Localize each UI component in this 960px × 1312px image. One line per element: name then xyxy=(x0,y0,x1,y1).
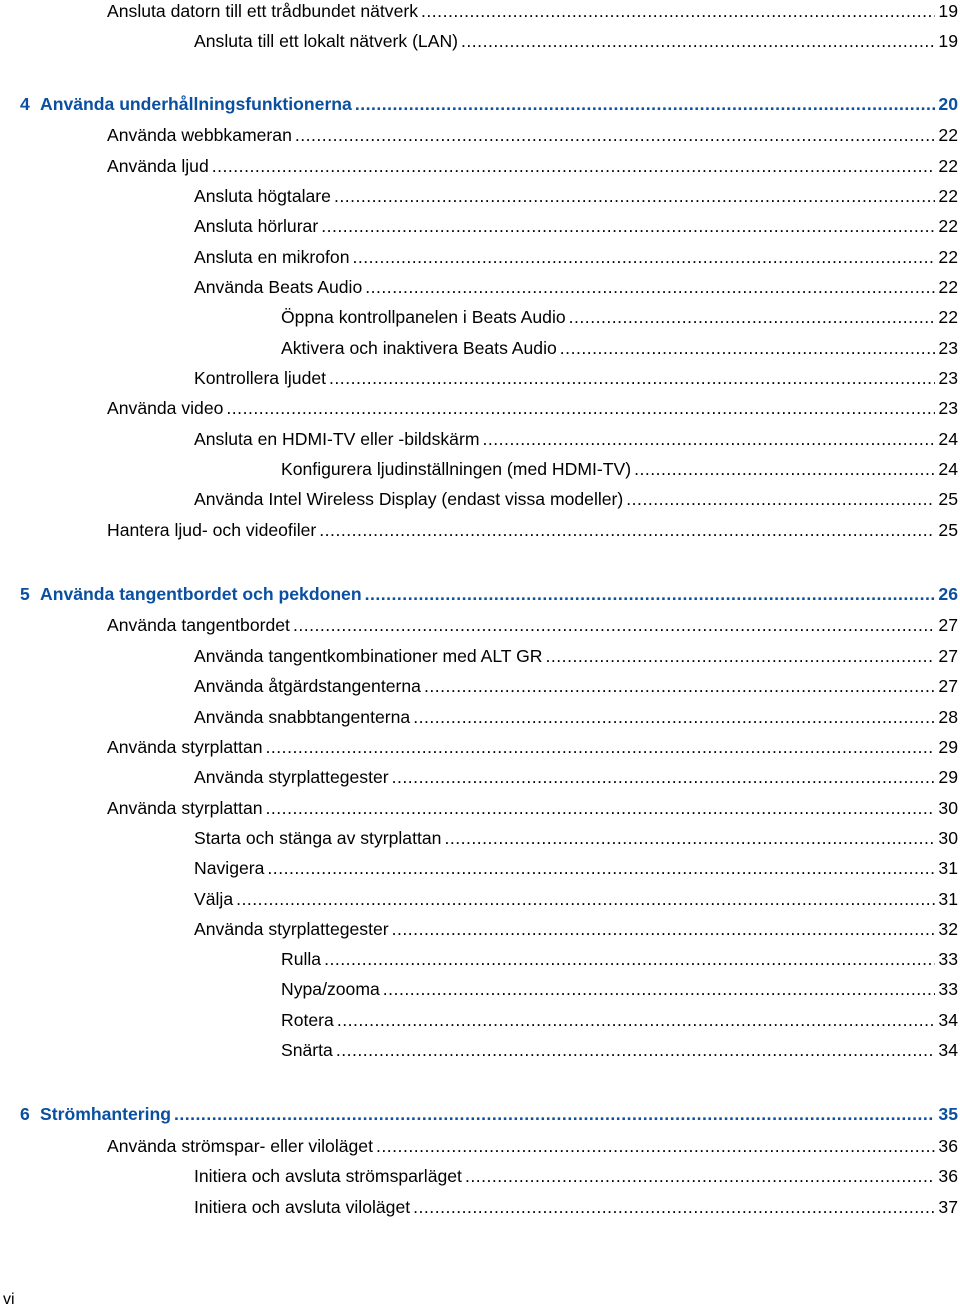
toc-page-number: 37 xyxy=(938,1197,958,1217)
toc-page-number: 22 xyxy=(938,307,958,327)
dot-leader xyxy=(267,857,935,879)
toc-page-number: 30 xyxy=(938,798,958,818)
toc-page-number: 22 xyxy=(938,277,958,297)
toc-page-number: 22 xyxy=(938,156,958,176)
toc-page-number: 27 xyxy=(938,646,958,666)
toc-page-number: 26 xyxy=(938,584,958,604)
toc-page-number: 30 xyxy=(938,828,958,848)
page-number: vi xyxy=(3,1291,15,1308)
dot-leader xyxy=(295,124,936,146)
dot-leader xyxy=(421,0,935,22)
toc-entry[interactable] xyxy=(107,0,958,22)
dot-leader xyxy=(560,337,936,359)
toc-page-number: 23 xyxy=(938,338,958,358)
toc-page-number: 27 xyxy=(938,676,958,696)
dot-leader xyxy=(365,583,936,605)
toc-entry-title: Använda styrplattan xyxy=(107,737,263,757)
toc-page-number: 23 xyxy=(938,368,958,388)
dot-leader xyxy=(353,246,936,268)
toc-entry[interactable] xyxy=(194,1196,958,1218)
toc-chapter-entry[interactable] xyxy=(20,1103,958,1125)
dot-leader xyxy=(212,155,936,177)
dot-leader xyxy=(392,918,936,940)
toc-entry[interactable] xyxy=(194,488,958,510)
dot-leader xyxy=(293,614,935,636)
toc-page-number: 31 xyxy=(938,889,958,909)
toc-chapter-entry[interactable] xyxy=(20,93,958,115)
toc-entry[interactable] xyxy=(107,797,958,819)
toc-entry[interactable] xyxy=(107,155,958,177)
toc-page-number: 31 xyxy=(938,858,958,878)
toc-page-number: 34 xyxy=(938,1010,958,1030)
toc-entry[interactable] xyxy=(281,948,958,970)
toc-entry-title: Navigera xyxy=(194,858,265,878)
toc-page-number: 35 xyxy=(938,1104,958,1124)
dot-leader xyxy=(355,93,936,115)
toc-entry[interactable] xyxy=(194,827,958,849)
toc-chapter-entry[interactable] xyxy=(20,583,958,605)
dot-leader xyxy=(465,1165,935,1187)
toc-entry-title: Använda tangentbordet xyxy=(107,615,290,635)
toc-entry[interactable] xyxy=(194,428,958,450)
toc-entry-title: Nypa/zooma xyxy=(281,979,380,999)
toc-entry-title xyxy=(20,583,362,605)
dot-leader xyxy=(383,978,936,1000)
toc-page-number: 36 xyxy=(938,1166,958,1186)
toc-entry[interactable] xyxy=(107,124,958,146)
toc-entry[interactable] xyxy=(281,1039,958,1061)
toc-page-number: 33 xyxy=(938,949,958,969)
toc-page-number: 29 xyxy=(938,737,958,757)
chapter-number: 5 xyxy=(20,584,30,604)
toc-entry[interactable] xyxy=(194,367,958,389)
chapter-title: Använda tangentbordet och pekdonen xyxy=(40,584,362,604)
toc-entry[interactable] xyxy=(194,185,958,207)
toc-entry-title: Använda webbkameran xyxy=(107,125,292,145)
toc-entry[interactable] xyxy=(194,215,958,237)
toc-entry-title: Använda tangentkombinationer med ALT GR xyxy=(194,646,543,666)
dot-leader xyxy=(266,797,936,819)
toc-entry-title: Kontrollera ljudet xyxy=(194,368,327,388)
toc-entry-title: Initiera och avsluta viloläget xyxy=(194,1197,411,1217)
toc-entry[interactable] xyxy=(281,978,958,1000)
dot-leader xyxy=(334,185,935,207)
toc-entry[interactable] xyxy=(107,397,958,419)
toc-entry-title: Använda Intel Wireless Display (endast vissa modeller) xyxy=(194,489,624,509)
toc-page-number: 22 xyxy=(938,125,958,145)
toc-entry[interactable] xyxy=(107,614,958,636)
toc-entry-title: Ansluta datorn till ett trådbundet nätverk xyxy=(107,1,419,21)
toc-entry-title: Använda styrplattegester xyxy=(194,767,389,787)
dot-leader xyxy=(336,1039,936,1061)
toc-page-number: 22 xyxy=(938,216,958,236)
toc-page-number: 36 xyxy=(938,1136,958,1156)
toc-entry-title: Hantera ljud- och videofiler xyxy=(107,520,317,540)
dot-leader xyxy=(266,736,936,758)
toc-page-number: 32 xyxy=(938,919,958,939)
dot-leader xyxy=(324,948,935,970)
toc-entry-title xyxy=(20,93,352,115)
toc-entry[interactable] xyxy=(281,458,958,480)
toc-entry-title xyxy=(20,1103,171,1125)
toc-entry-title: Använda video xyxy=(107,398,224,418)
toc-entry[interactable] xyxy=(194,706,958,728)
toc-page-number: 24 xyxy=(938,459,958,479)
dot-leader xyxy=(329,367,935,389)
toc-entry[interactable] xyxy=(194,888,958,910)
toc-entry-title: Rotera xyxy=(281,1010,334,1030)
dot-leader xyxy=(392,766,936,788)
toc-page-number: 29 xyxy=(938,767,958,787)
dot-leader xyxy=(413,706,935,728)
toc-page-number: 27 xyxy=(938,615,958,635)
dot-leader xyxy=(226,397,935,419)
toc-page-number: 25 xyxy=(938,520,958,540)
dot-leader xyxy=(321,215,935,237)
toc-entry-title: Använda åtgärdstangenterna xyxy=(194,676,421,696)
toc-page-number: 19 xyxy=(938,1,958,21)
toc-entry-title: Använda Beats Audio xyxy=(194,277,363,297)
toc-entry[interactable] xyxy=(194,30,958,52)
toc-entry-title: Snärta xyxy=(281,1040,333,1060)
toc-page-number: 22 xyxy=(938,186,958,206)
dot-leader xyxy=(626,488,935,510)
dot-leader xyxy=(569,306,936,328)
toc-page-number: 24 xyxy=(938,429,958,449)
dot-leader xyxy=(546,645,936,667)
toc-entry[interactable] xyxy=(281,306,958,328)
toc-entry[interactable] xyxy=(107,1135,958,1157)
toc-entry-title: Starta och stänga av styrplattan xyxy=(194,828,442,848)
dot-leader xyxy=(174,1103,935,1125)
toc-entry[interactable] xyxy=(281,1009,958,1031)
toc-entry-title: Initiera och avsluta strömsparläget xyxy=(194,1166,462,1186)
toc-entry-title: Ansluta högtalare xyxy=(194,186,331,206)
dot-leader xyxy=(444,827,935,849)
dot-leader xyxy=(337,1009,936,1031)
toc-entry[interactable] xyxy=(194,276,958,298)
dot-leader xyxy=(461,30,935,52)
chapter-number: 6 xyxy=(20,1104,30,1124)
dot-leader xyxy=(483,428,936,450)
toc-page-number: 23 xyxy=(938,398,958,418)
toc-entry-title: Rulla xyxy=(281,949,322,969)
toc-entry-title: Använda strömspar- eller viloläget xyxy=(107,1136,373,1156)
toc-entry[interactable] xyxy=(194,857,958,879)
chapter-title: Strömhantering xyxy=(40,1104,171,1124)
toc-entry[interactable] xyxy=(107,519,958,541)
toc-entry-title: Ansluta hörlurar xyxy=(194,216,319,236)
toc-page-number: 22 xyxy=(938,247,958,267)
toc-entry-title: Ansluta en mikrofon xyxy=(194,247,350,267)
toc-entry-title: Ansluta en HDMI-TV eller -bildskärm xyxy=(194,429,480,449)
toc-entry-title: Ansluta till ett lokalt nätverk (LAN) xyxy=(194,31,459,51)
toc-entry[interactable] xyxy=(194,918,958,940)
toc-entry[interactable] xyxy=(194,1165,958,1187)
toc-entry-title: Aktivera och inaktivera Beats Audio xyxy=(281,338,557,358)
toc-entry-title: Välja xyxy=(194,889,234,909)
chapter-number: 4 xyxy=(20,94,30,114)
toc-entry-title: Öppna kontrollpanelen i Beats Audio xyxy=(281,307,566,327)
toc-entry-title: Använda ljud xyxy=(107,156,209,176)
dot-leader xyxy=(634,458,935,480)
toc-entry[interactable] xyxy=(107,736,958,758)
toc-page-number: 28 xyxy=(938,707,958,727)
toc-page-number: 25 xyxy=(938,489,958,509)
dot-leader xyxy=(413,1196,935,1218)
toc-page-number: 34 xyxy=(938,1040,958,1060)
dot-leader xyxy=(365,276,935,298)
toc-page-number: 19 xyxy=(938,31,958,51)
dot-leader xyxy=(236,888,935,910)
toc-entry[interactable] xyxy=(194,645,958,667)
dot-leader xyxy=(376,1135,935,1157)
dot-leader xyxy=(319,519,935,541)
toc-entry-title: Konfigurera ljudinställningen (med HDMI-TV) xyxy=(281,459,632,479)
toc-entry[interactable] xyxy=(281,337,958,359)
toc-entry[interactable] xyxy=(194,246,958,268)
toc-page-number: 33 xyxy=(938,979,958,999)
dot-leader xyxy=(424,675,935,697)
toc-entry[interactable] xyxy=(194,675,958,697)
toc-entry-title: Använda styrplattan xyxy=(107,798,263,818)
toc-page-number: 20 xyxy=(938,94,958,114)
toc-entry[interactable] xyxy=(194,766,958,788)
toc-entry-title: Använda styrplattegester xyxy=(194,919,389,939)
chapter-title: Använda underhållningsfunktionerna xyxy=(40,94,352,114)
toc-entry-title: Använda snabbtangenterna xyxy=(194,707,411,727)
